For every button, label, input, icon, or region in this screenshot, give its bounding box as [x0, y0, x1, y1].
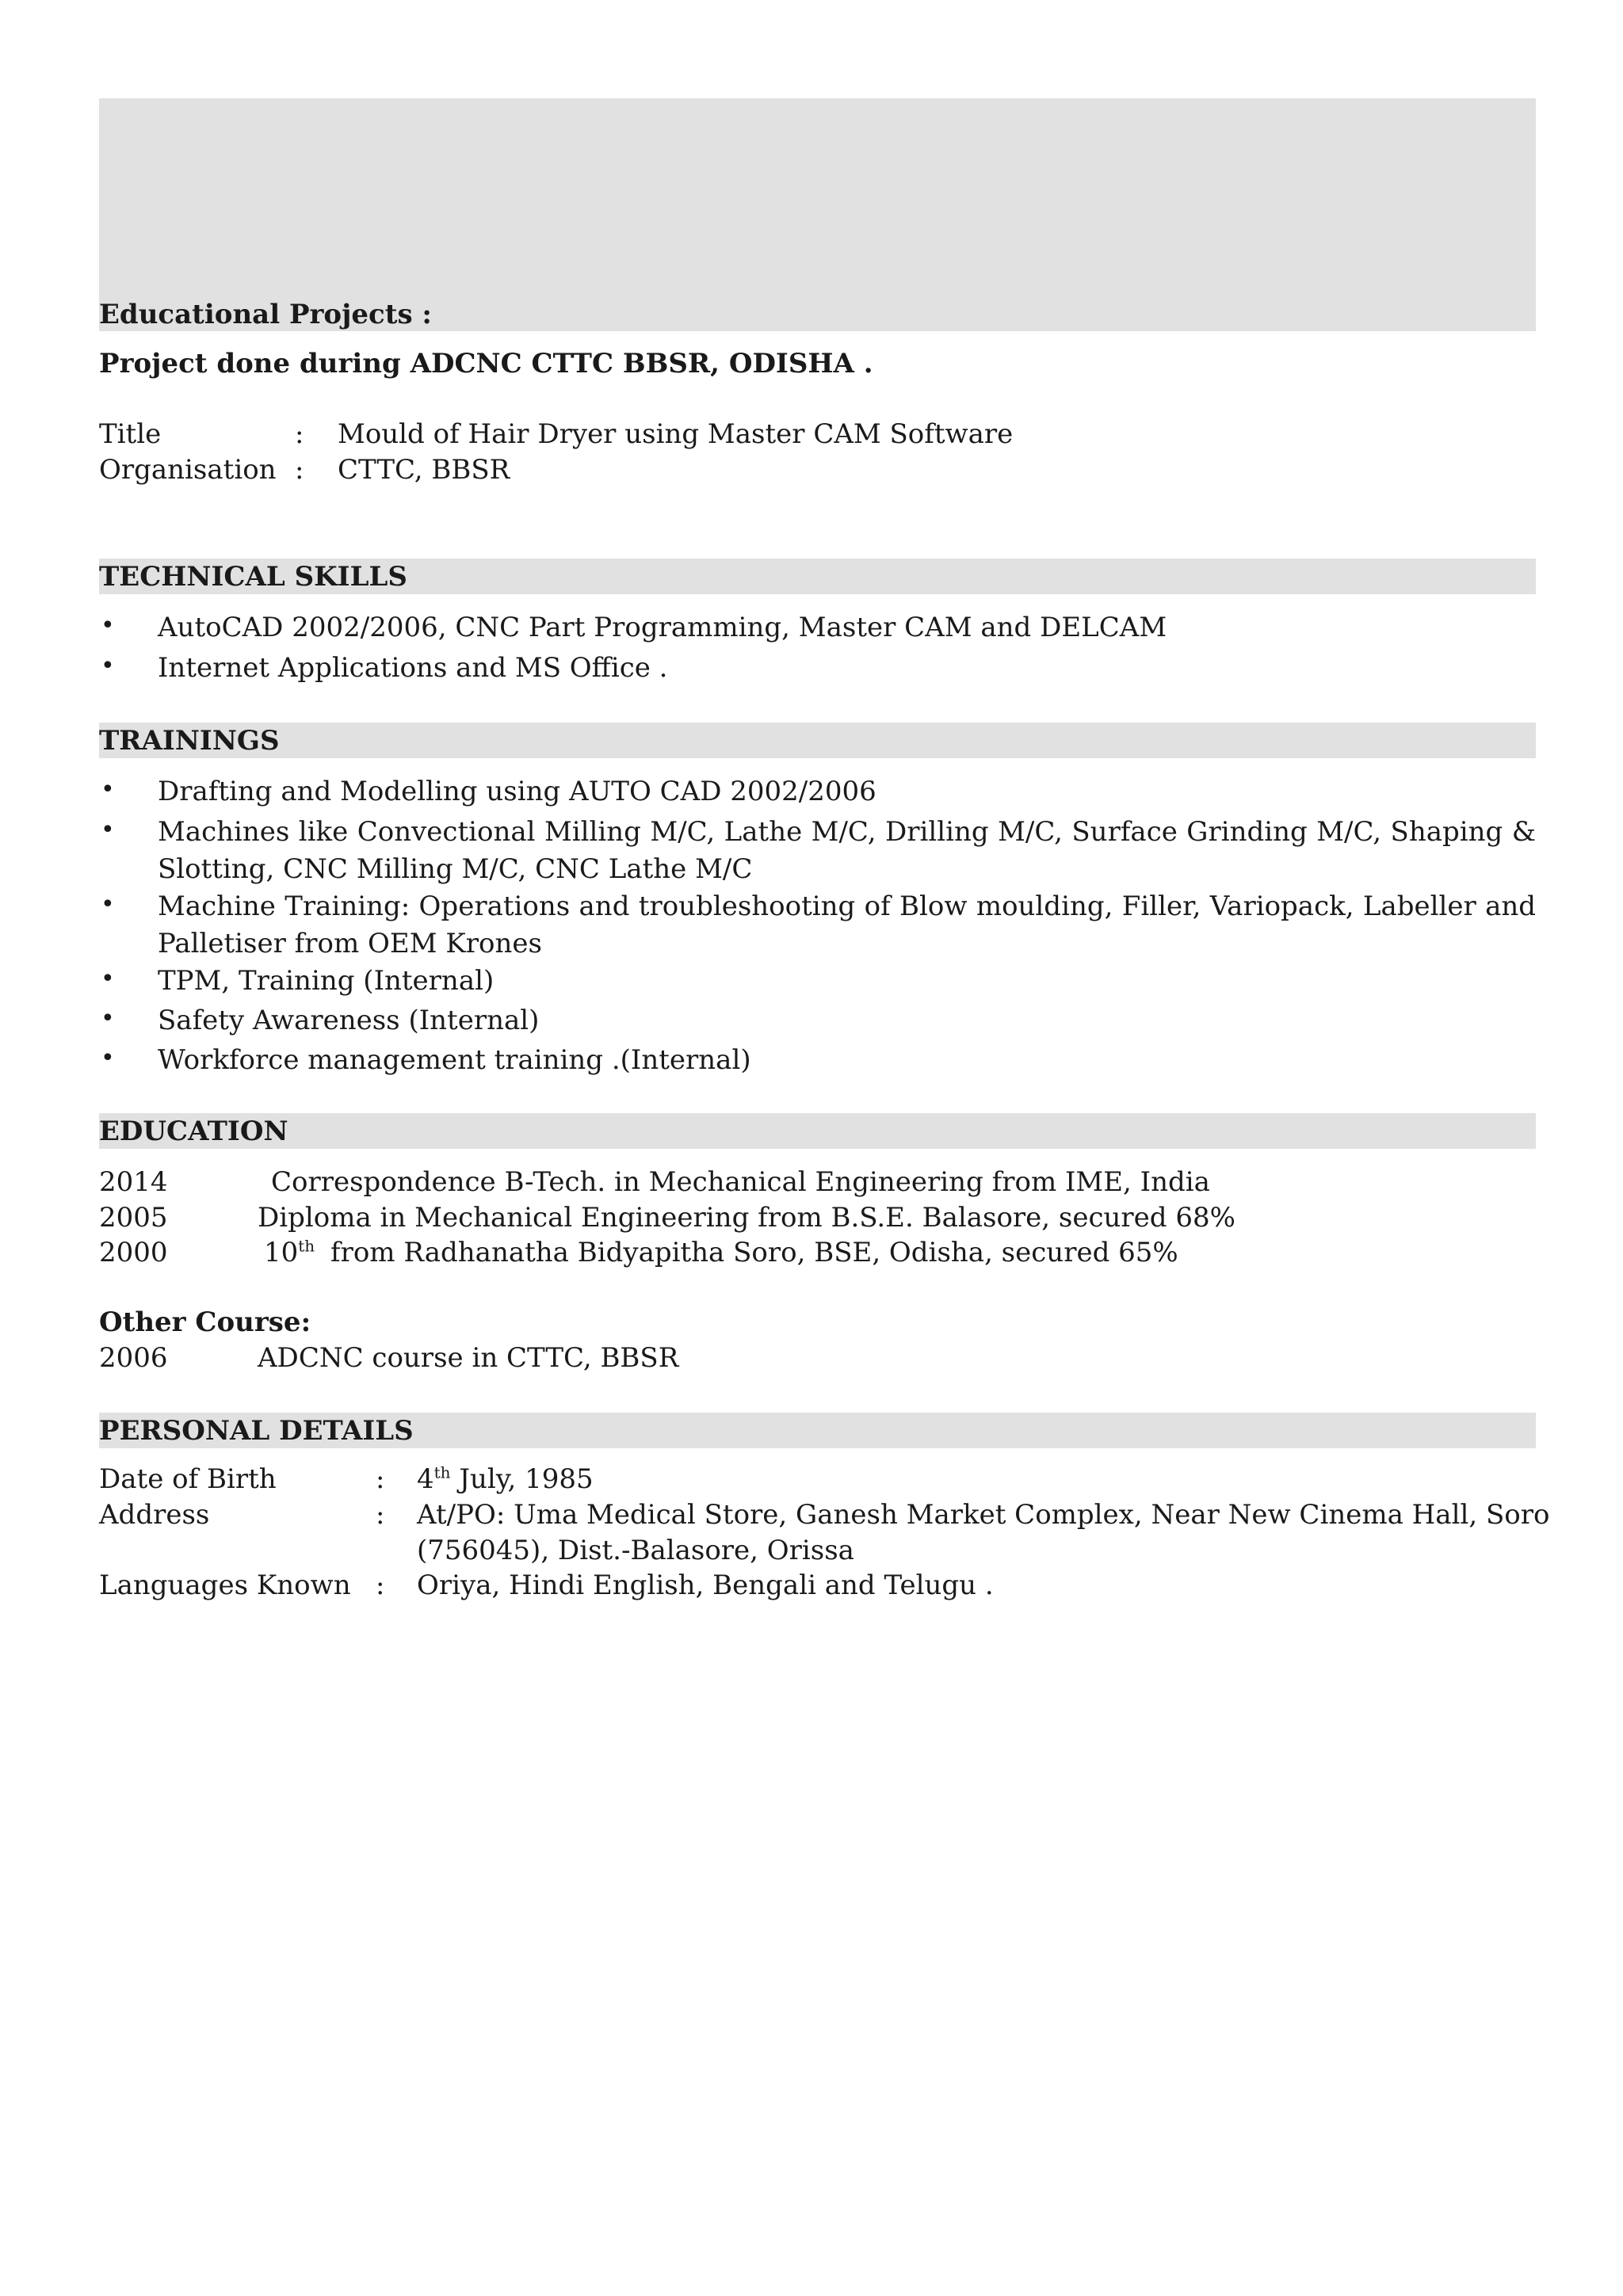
bullet-icon: •	[101, 776, 115, 803]
other-course-heading: Other Course:	[99, 1306, 311, 1338]
project-org-label: Organisation	[99, 454, 277, 486]
dob-label: Date of Birth	[99, 1463, 277, 1495]
trainings-heading: TRAININGS	[99, 725, 280, 757]
trainings-band	[99, 723, 1536, 758]
education-heading: EDUCATION	[99, 1116, 288, 1147]
bullet-icon: •	[101, 965, 115, 993]
training-item: Safety Awareness (Internal)	[158, 1005, 540, 1036]
dob-suffix: th	[433, 1463, 451, 1482]
project-title-colon: :	[295, 418, 304, 450]
languages-label: Languages Known	[99, 1569, 351, 1601]
address-line-2: (756045), Dist.-Balasore, Orissa	[417, 1535, 854, 1566]
dob-value	[417, 1463, 594, 1495]
header-band	[99, 98, 1536, 331]
skill-item: AutoCAD 2002/2006, CNC Part Programming, Master CAM and DELCAM	[158, 612, 1167, 643]
dob-rest: July, 1985	[459, 1463, 594, 1495]
languages-colon: :	[376, 1569, 385, 1601]
bullet-icon: •	[101, 816, 115, 844]
education-ordinal	[264, 1236, 315, 1268]
bullet-icon: •	[101, 1044, 115, 1072]
training-item: Machine Training: Operations and troubleshooting of Blow moulding, Filler, Variopack, Labeller and	[158, 891, 1536, 922]
education-year: 2014	[99, 1166, 168, 1198]
address-label: Address	[99, 1499, 210, 1531]
project-org-colon: :	[295, 454, 304, 486]
projects-subheading: Project done during ADCNC CTTC BBSR, ODISHA .	[99, 348, 873, 379]
ordinal-suffix: th	[298, 1236, 315, 1256]
training-item: Machines like Convectional Milling M/C, Lathe M/C, Drilling M/C, Surface Grinding M/C, Shaping &	[158, 816, 1536, 848]
education-entry: Correspondence B-Tech. in Mechanical Engineering from IME, India	[271, 1166, 1210, 1198]
projects-heading: Educational Projects :	[99, 299, 432, 330]
dob-day: 4	[417, 1463, 434, 1495]
training-item: Workforce management training .(Internal)	[158, 1044, 751, 1076]
education-entry: Diploma in Mechanical Engineering from B.S.E. Balasore, secured 68%	[258, 1202, 1235, 1234]
project-org-value: CTTC, BBSR	[338, 454, 510, 486]
languages-value: Oriya, Hindi English, Bengali and Telugu .	[417, 1569, 994, 1601]
personal-details-heading: PERSONAL DETAILS	[99, 1415, 414, 1447]
education-year: 2000	[99, 1237, 168, 1268]
bullet-icon: •	[101, 652, 115, 680]
other-course-year: 2006	[99, 1342, 168, 1374]
bullet-icon: •	[101, 612, 115, 639]
training-item: Drafting and Modelling using AUTO CAD 2002/2006	[158, 776, 876, 807]
training-item-continued: Palletiser from OEM Krones	[158, 928, 542, 959]
education-band	[99, 1113, 1536, 1149]
project-title-label: Title	[99, 418, 162, 450]
other-course-entry: ADCNC course in CTTC, BBSR	[258, 1342, 679, 1374]
training-item: TPM, Training (Internal)	[158, 965, 495, 997]
technical-skills-heading: TECHNICAL SKILLS	[99, 561, 407, 593]
training-item-continued: Slotting, CNC Milling M/C, CNC Lathe M/C	[158, 853, 753, 885]
dob-colon: :	[376, 1463, 385, 1495]
bullet-icon: •	[101, 1005, 115, 1032]
address-line-1: At/PO: Uma Medical Store, Ganesh Market Complex, Near New Cinema Hall, Soro	[417, 1499, 1550, 1531]
project-title-value: Mould of Hair Dryer using Master CAM Software	[338, 418, 1014, 450]
skill-item: Internet Applications and MS Office .	[158, 652, 668, 684]
bullet-icon: •	[101, 891, 115, 918]
address-colon: :	[376, 1499, 385, 1531]
education-entry: from Radhanatha Bidyapitha Soro, BSE, Odisha, secured 65%	[330, 1237, 1178, 1268]
education-year: 2005	[99, 1202, 168, 1234]
ordinal-number: 10	[264, 1237, 299, 1268]
